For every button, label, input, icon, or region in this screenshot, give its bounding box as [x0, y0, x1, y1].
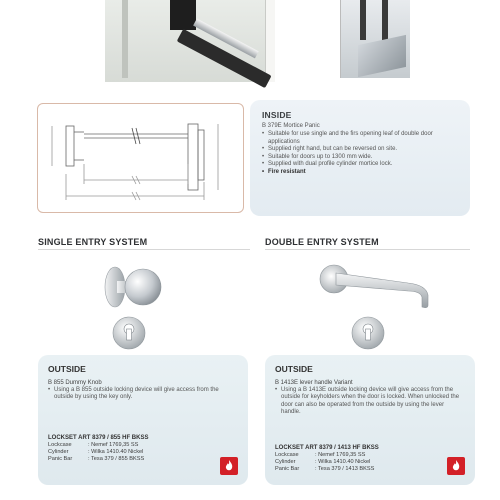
single-product-name: B 855 Dummy Knob	[48, 380, 102, 386]
panic-bar-drawing	[37, 103, 244, 213]
lever-handle-icon	[318, 257, 438, 317]
double-outside-title: OUTSIDE	[275, 364, 313, 374]
spec-row: Cylinder : Wilka 1410.40 Nickel	[275, 459, 371, 465]
mechanism-rod	[382, 0, 388, 40]
spec-row: Panic Bar : Tesa 379 / 855 BKSS	[48, 456, 145, 462]
door-frame	[122, 0, 128, 78]
lockset-title: LOCKSET ART 8379 / 1413 HF BKSS	[275, 445, 379, 451]
single-entry-header: SINGLE ENTRY SYSTEM	[38, 237, 148, 247]
fire-resistant-note: • Fire resistant	[262, 169, 460, 177]
double-description: • Using a B 1413E outside locking device will give access from the outside for keyholders when the door is locked. When unlocked the door can also be operated from the outside by using the lever handle.	[275, 387, 465, 417]
single-outside-title: OUTSIDE	[48, 364, 86, 374]
escutcheon-icon	[346, 313, 390, 357]
divider	[38, 249, 250, 250]
list-item: • Suitable for doors up to 1300 mm wide.	[262, 154, 460, 162]
spec-row: Lockcase : Nemef 1769,35 SS	[275, 452, 366, 458]
double-lockset-spec	[275, 445, 379, 473]
double-product-name: B 1413E lever handle Variant	[275, 380, 353, 386]
list-item: • Supplied right hand, but can be reversed on site.	[262, 146, 460, 154]
door-edge	[265, 0, 275, 82]
product-photo	[30, 0, 470, 90]
spec-row: Panic Bar : Tesa 379 / 1413 BKSS	[275, 466, 375, 472]
inside-info-panel	[250, 100, 470, 216]
divider	[265, 249, 470, 250]
panic-bar-diagram	[38, 104, 243, 212]
inside-title: INSIDE	[262, 110, 292, 120]
list-item: • Suitable for use single and the firs opening leaf of double door applications	[262, 131, 460, 146]
list-item: • Supplied with dual profile cylinder mortice lock.	[262, 161, 460, 169]
double-outside-panel	[265, 355, 475, 485]
single-outside-panel	[38, 355, 248, 485]
dummy-knob-icon	[93, 255, 173, 315]
inside-product-name: B 379E Mortice Panic	[262, 123, 320, 129]
double-entry-header: DOUBLE ENTRY SYSTEM	[265, 237, 379, 247]
inside-feature-list	[262, 131, 460, 177]
spec-row: Cylinder : Wilka 1410.40 Nickel	[48, 449, 144, 455]
single-description: • Using a B 855 outside locking device will give access from the outside by using the key only.	[48, 387, 238, 402]
mechanism-rod	[360, 0, 366, 40]
fire-rating-icon	[220, 457, 238, 475]
single-lockset-spec	[48, 435, 148, 463]
lockset-title: LOCKSET ART 8379 / 855 HF BKSS	[48, 435, 149, 441]
spec-row: Lockcase : Nemef 1769,35 SS	[48, 442, 139, 448]
escutcheon-icon	[107, 313, 151, 357]
fire-rating-icon	[447, 457, 465, 475]
